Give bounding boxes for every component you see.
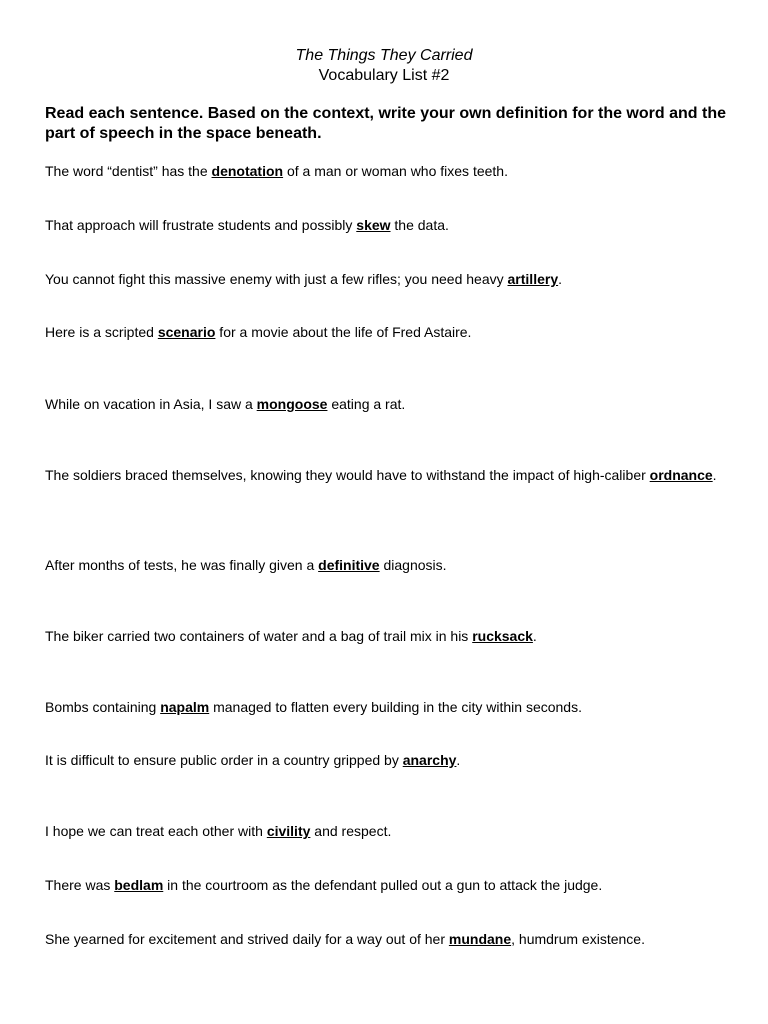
worksheet-subtitle: Vocabulary List #2 bbox=[318, 67, 450, 84]
vocab-word: mundane bbox=[448, 931, 512, 947]
sentence-text: in the courtroom as the defendant pulled out a gun to attack the judge. bbox=[163, 877, 603, 893]
sentence-text: eating a rat. bbox=[327, 396, 406, 412]
vocab-word: bedlam bbox=[114, 877, 164, 893]
sentence-text: There was bbox=[45, 877, 115, 893]
sentence-6 bbox=[45, 466, 735, 485]
vocab-word: napalm bbox=[160, 699, 210, 715]
vocab-word: ordnance bbox=[649, 467, 713, 483]
sentence-text: , humdrum existence. bbox=[511, 931, 645, 947]
sentence-text: . bbox=[456, 752, 461, 768]
sentence-1 bbox=[45, 162, 735, 181]
sentence-text: diagnosis. bbox=[379, 557, 447, 573]
vocab-word: rucksack bbox=[472, 628, 533, 644]
sentence-text: the data. bbox=[390, 217, 449, 233]
sentence-text: I hope we can treat each other with bbox=[45, 823, 267, 839]
sentence-text: for a movie about the life of Fred Astaire. bbox=[215, 324, 472, 340]
sentence-12 bbox=[45, 876, 735, 895]
sentence-text: Bombs containing bbox=[45, 699, 161, 715]
sentence-10 bbox=[45, 751, 735, 770]
sentence-13 bbox=[45, 930, 735, 949]
vocab-word: definitive bbox=[318, 557, 380, 573]
sentence-text: It is difficult to ensure public order in a country gripped by bbox=[45, 752, 403, 768]
sentence-text: She yearned for excitement and strived daily for a way out of her bbox=[45, 931, 449, 947]
sentence-11 bbox=[45, 822, 735, 841]
sentence-text: . bbox=[712, 467, 717, 483]
sentence-text: The word “dentist” has the bbox=[45, 163, 212, 179]
vocab-word: anarchy bbox=[402, 752, 457, 768]
sentence-2 bbox=[45, 216, 735, 235]
sentence-text: and respect. bbox=[310, 823, 392, 839]
vocab-word: scenario bbox=[157, 324, 216, 340]
vocab-word: mongoose bbox=[256, 396, 328, 412]
sentence-4 bbox=[45, 323, 735, 342]
sentence-text: That approach will frustrate students and possibly bbox=[45, 217, 357, 233]
sentence-text: of a man or woman who fixes teeth. bbox=[283, 163, 508, 179]
vocab-word: denotation bbox=[211, 163, 284, 179]
sentence-text: The soldiers braced themselves, knowing they would have to withstand the impact of high-caliber bbox=[45, 467, 650, 483]
sentence-text: . bbox=[532, 628, 537, 644]
sentence-9 bbox=[45, 698, 735, 717]
sentence-text: You cannot fight this massive enemy with just a few rifles; you need heavy bbox=[45, 271, 508, 287]
sentence-text: . bbox=[558, 271, 562, 287]
sentence-text: managed to flatten every building in the city within seconds. bbox=[209, 699, 582, 715]
sentence-3 bbox=[45, 270, 735, 289]
sentence-text: The biker carried two containers of water and a bag of trail mix in his bbox=[45, 628, 473, 644]
sentence-8 bbox=[45, 627, 735, 646]
sentence-text: After months of tests, he was finally given a bbox=[45, 557, 319, 573]
vocab-word: skew bbox=[356, 217, 391, 233]
vocab-word: artillery bbox=[507, 271, 559, 287]
sentence-7 bbox=[45, 556, 735, 575]
sentence-text: Here is a scripted bbox=[45, 324, 158, 340]
worksheet-title: The Things They Carried bbox=[295, 47, 473, 64]
instructions: Read each sentence. Based on the context, write your own definition for the word and the part of speech in the space beneath. bbox=[45, 105, 726, 142]
sentence-text: While on vacation in Asia, I saw a bbox=[45, 396, 257, 412]
sentence-5 bbox=[45, 395, 735, 414]
vocab-word: civility bbox=[266, 823, 311, 839]
